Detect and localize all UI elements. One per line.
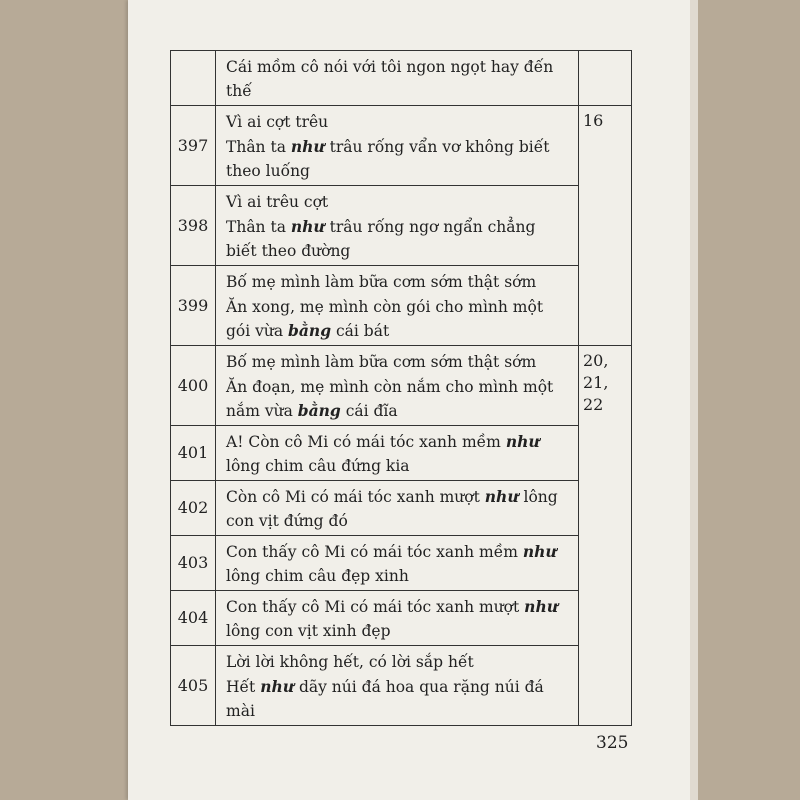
verse-text: lông chim câu đứng kia [226,457,410,475]
comparison-keyword: bằng [297,401,341,420]
row-reference: 20, 21, 22 [579,346,632,726]
comparison-keyword: như [524,597,558,616]
row-number: 404 [171,591,216,646]
comparison-keyword: bằng [288,321,332,340]
verse-text: Bố mẹ mình làm bữa cơm sớm thật sớm [226,353,537,371]
verse-text: A! Còn cô Mi có mái tóc xanh mềm [226,433,506,451]
row-number: 401 [171,426,216,481]
row-reference [579,51,632,106]
verse-text: Vì ai trêu cợt [226,193,329,211]
comparison-keyword: như [505,432,540,451]
row-content [216,106,579,186]
table-row [171,51,632,106]
verse-text: Vì ai cợt trêu [226,113,329,131]
table-body [171,51,632,726]
verse-line [226,110,570,134]
verse-line [226,190,570,214]
verse-text: Cái mồm cô nói với tôi ngon ngọt hay đến thế [226,58,554,100]
verse-text: Hết [226,678,261,696]
row-number: 405 [171,646,216,726]
row-content [216,266,579,346]
table-row [171,266,632,346]
table-row [171,536,632,591]
table-row [171,186,632,266]
table-row [171,481,632,536]
verse-line [226,650,570,674]
verse-text: Lời lời không hết, có lời sắp hết [226,653,474,671]
verse-text: cái đĩa [340,402,398,420]
row-content [216,591,579,646]
page-edge [690,0,698,800]
verse-text: lông con vịt xinh đẹp [226,622,391,640]
verse-text: Bố mẹ mình làm bữa cơm sớm thật sớm [226,273,537,291]
page-number: 325 [596,733,629,753]
table-row [171,591,632,646]
row-reference: 16 [579,106,632,346]
comparison-keyword: như [484,487,519,506]
verse-line [226,540,570,588]
table-row [171,106,632,186]
row-number: 403 [171,536,216,591]
row-content [216,51,579,106]
verse-text: Con thấy cô Mi có mái tóc xanh mềm [226,543,523,561]
verse-line [226,430,570,478]
row-number: 398 [171,186,216,266]
verse-text: Ăn xong, mẹ mình còn gói cho mình một gói vừa [226,298,544,340]
verse-line [226,215,570,263]
row-content [216,646,579,726]
verse-line [226,270,570,294]
verse-line [226,295,570,343]
row-content [216,346,579,426]
verse-text: lông con vịt đứng đó [226,488,558,530]
verse-line [226,55,570,103]
verse-text: trâu rống ngơ ngẩn chẳng biết theo đường [226,218,536,260]
verse-text: Thân ta [226,218,291,236]
row-number: 402 [171,481,216,536]
verse-text: cái bát [331,322,390,340]
table-row [171,426,632,481]
row-content [216,426,579,481]
comparison-keyword: như [260,677,295,696]
verse-line [226,375,570,423]
row-content [216,186,579,266]
row-number: 397 [171,106,216,186]
table-row [171,646,632,726]
verse-line [226,485,570,533]
row-number: 400 [171,346,216,426]
verse-text: Còn cô Mi có mái tóc xanh mượt [226,488,485,506]
row-content [216,536,579,591]
comparison-keyword: như [522,542,557,561]
verse-text: Ăn đoạn, mẹ mình còn nắm cho mình một nắm vừa [226,378,554,420]
verse-line [226,135,570,183]
verse-text: Con thấy cô Mi có mái tóc xanh mượt [226,598,525,616]
verse-text: Thân ta [226,138,291,156]
verse-line [226,675,570,723]
verse-text: lông chim câu đẹp xinh [226,567,409,585]
row-content [216,481,579,536]
verse-line [226,595,570,643]
verse-line [226,350,570,374]
verse-text: dãy núi đá hoa qua rặng núi đá mài [226,678,544,720]
verse-text: trâu rống vẩn vơ không biết theo luống [226,138,550,180]
table-row [171,346,632,426]
row-number: 399 [171,266,216,346]
row-number [171,51,216,106]
comparison-keyword: như [290,217,325,236]
comparison-table [170,50,632,726]
comparison-keyword: như [290,137,325,156]
